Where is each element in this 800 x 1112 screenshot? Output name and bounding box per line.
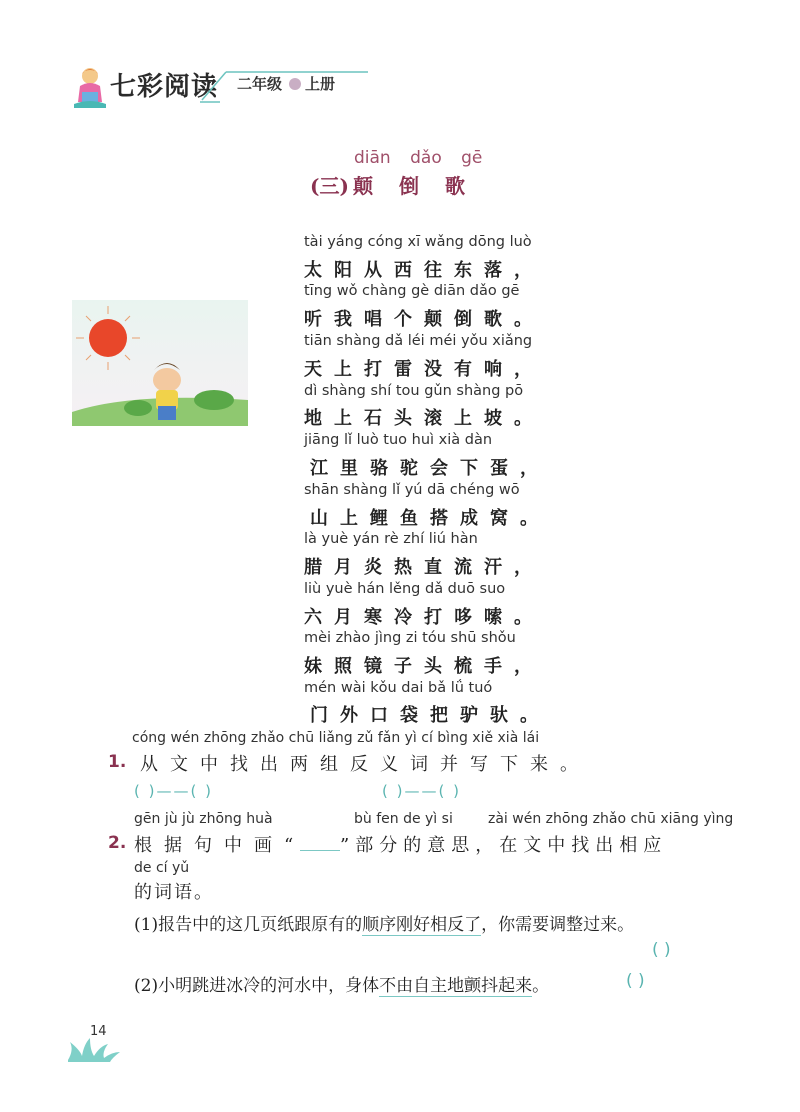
q2-pinyin: gēn jù jù zhōng huà <box>134 811 273 827</box>
poem-line-text: 腊月炎热直流汗， <box>304 557 544 578</box>
q1-number: 1. <box>108 752 127 772</box>
poem-line-text: 江里骆驼会下蛋， <box>310 458 550 479</box>
q1-pinyin: cóng wén zhōng zhǎo chū liǎng zǔ fǎn yì cí bìng xiě xià lái <box>132 730 540 746</box>
q1-answer-blank[interactable]: ( )——( ) <box>382 782 461 800</box>
q2-pinyin: bù fen de yì si <box>354 811 453 827</box>
q2-answer-blank-2[interactable]: ( ) <box>626 971 645 991</box>
poem-line-text: 妹照镜子头梳手， <box>304 656 544 677</box>
poem-line-text: 天上打雷没有响， <box>304 359 544 380</box>
underlined-phrase: 不由自主地颤抖起来 <box>379 976 533 996</box>
poem-line-text: 山上鲤鱼搭成窝。 <box>310 508 550 529</box>
poem-line-text: 太阳从西往东落， <box>304 260 544 281</box>
title-pinyin: diān dǎo gē <box>354 148 483 168</box>
sentence-text: (2)小明跳进冰冷的河水中，身体 <box>134 976 380 996</box>
sentence-text: (1)报告中的这几页纸跟原有的 <box>134 915 363 935</box>
q2-answer-blank-1[interactable]: ( ) <box>652 940 671 960</box>
poem-line-text: 六月寒冷打哆嗦。 <box>304 607 544 628</box>
poem-line-pinyin: tīng wǒ chàng gè diān dǎo gē <box>304 283 520 299</box>
poem-line-text: 门外口袋把驴驮。 <box>310 705 550 726</box>
q2-sentence-1 <box>134 910 634 935</box>
poem-line-pinyin: dì shàng shí tou gǔn shàng pō <box>304 383 524 399</box>
q2-number: 2. <box>108 833 127 853</box>
separator-dot <box>289 78 301 90</box>
q2-pinyin: zài wén zhōng zhǎo chū xiāng yìng <box>488 811 734 827</box>
poem-line-pinyin: liù yuè hán lěng dǎ duō suo <box>304 581 506 597</box>
series-title: 七彩阅读 <box>110 72 219 102</box>
title-char: 倒 <box>398 174 419 198</box>
poem-line-pinyin: tài yáng cóng xī wǎng dōng luò <box>304 234 532 250</box>
poem-line-pinyin: jiāng lǐ luò tuo huì xià dàn <box>304 432 493 448</box>
q2-text-part: ”部分的意思，在文中找出相应 <box>340 835 668 856</box>
poem-line-pinyin: shān shàng lǐ yú dā chéng wō <box>304 482 520 498</box>
sentence-text: 。 <box>532 976 550 996</box>
reading-girl-logo <box>70 64 110 108</box>
poem-line-pinyin: tiān shàng dǎ léi méi yǒu xiǎng <box>304 333 533 349</box>
q1-text: 从文中找出两组反义词并写下来。 <box>140 754 590 775</box>
title-number: (三) <box>310 174 349 198</box>
header-decoration-line <box>200 68 370 108</box>
volume-label: 上册 <box>305 75 336 93</box>
poem-line-text: 听我唱个颠倒歌。 <box>304 309 544 330</box>
title-char: 歌 <box>444 174 465 198</box>
q1-answer-blank[interactable]: ( )——( ) <box>134 782 213 800</box>
q2-text-part: 根据句中画“ <box>134 835 306 856</box>
poem-line-text: 地上石头滚上坡。 <box>304 408 544 429</box>
page-number: 14 <box>90 1024 107 1039</box>
boy-under-sun-illustration <box>72 300 248 426</box>
sentence-text: ，你需要调整过来。 <box>481 915 635 935</box>
poem-line-pinyin: là yuè yán rè zhí liú hàn <box>304 531 478 547</box>
q2-sample-underline <box>300 850 340 851</box>
grade-label: 二年级 <box>237 75 283 93</box>
underlined-phrase: 顺序刚好相反了 <box>362 915 482 935</box>
q2-sentence-2 <box>134 971 549 996</box>
splash-decoration <box>66 1036 122 1062</box>
poem-line-pinyin: mèi zhào jìng zi tóu shū shǒu <box>304 630 516 646</box>
poem-line-pinyin: mén wài kǒu dai bǎ lǘ tuó <box>304 680 493 696</box>
poem-title <box>310 170 465 199</box>
title-char: 颠 <box>352 174 373 198</box>
q2-text-part: 的词语。 <box>134 882 214 903</box>
q2-pinyin: de cí yǔ <box>134 860 190 876</box>
